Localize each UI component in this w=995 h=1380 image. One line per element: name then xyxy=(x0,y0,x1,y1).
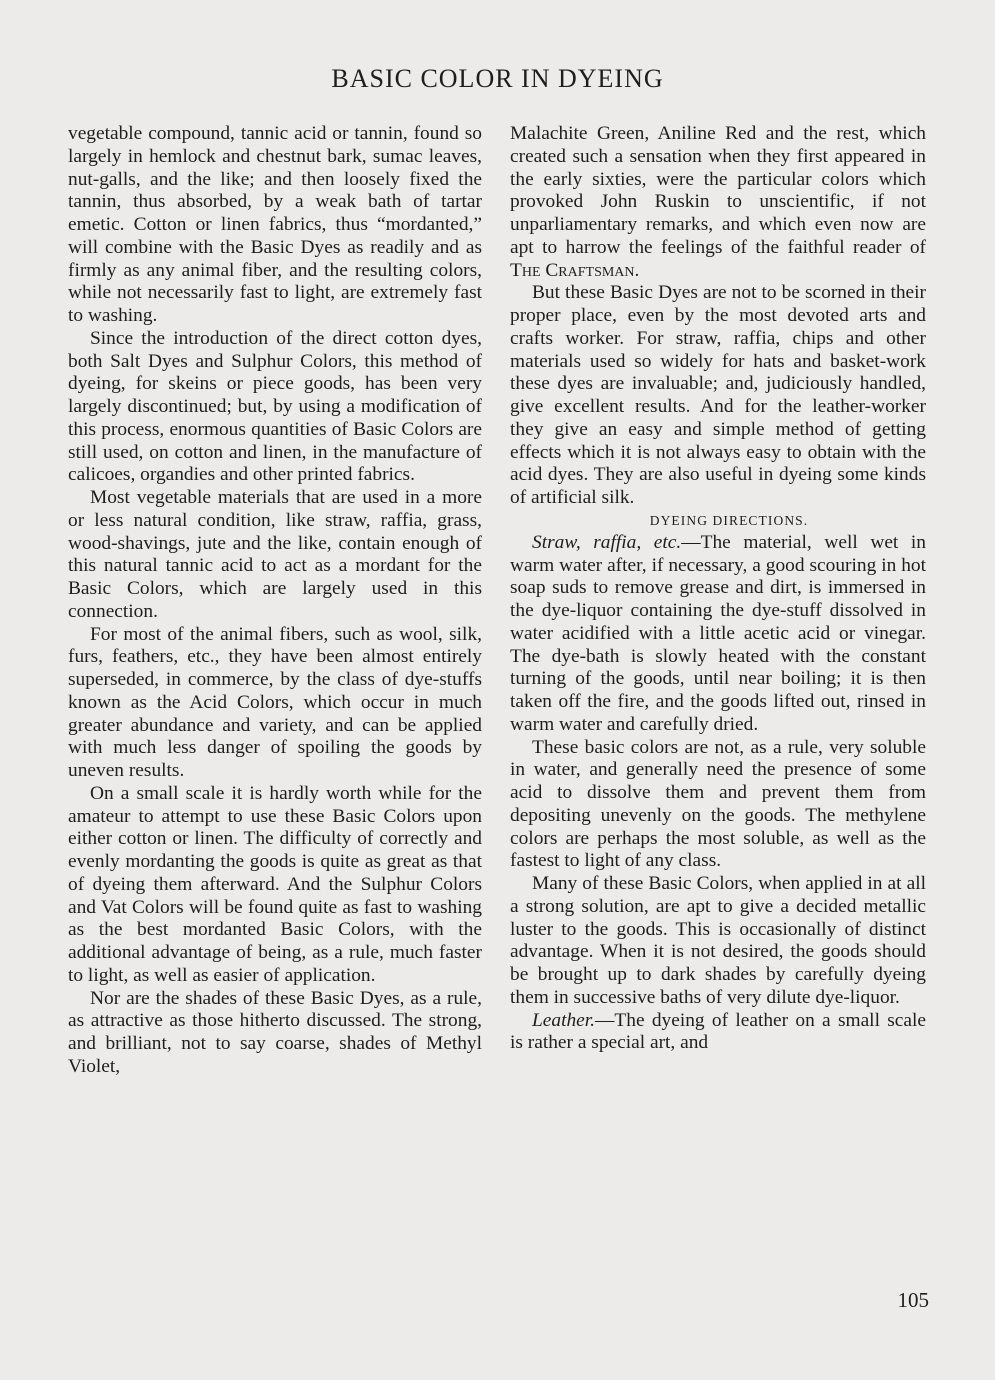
paragraph-text: —The material, well wet in warm water after, if necessary, a good scouring in hot soap suds to remove grease and dirt, is immersed in the dye-liquor containing the dye-stuff dissolved in water acidified with a little acetic acid or vinegar. The dye-bath is slowly heated with the constant turning of the goods, until near boiling; it is then taken off the fire, and the goods lifted out, rinsed in warm water and carefully dried. xyxy=(510,531,926,735)
run-in-heading: Leather. xyxy=(532,1009,596,1031)
page-number: 105 xyxy=(897,1288,929,1312)
paragraph-text: —The dyeing of leather on a small scale is rather a special art, and xyxy=(510,1009,926,1054)
paragraph xyxy=(510,532,926,737)
run-in-heading: Straw, raffia, etc. xyxy=(532,531,682,553)
paragraph: These basic colors are not, as a rule, very soluble in water, and generally need the presence of some acid to dissolve them and prevent them from depositing unevenly on the goods. The methylene colors are perhaps the most soluble, as well as the fastest to light of any class. xyxy=(510,736,926,872)
paragraph: Since the introduction of the direct cotton dyes, both Salt Dyes and Sulphur Colors, this method of dyeing, for skeins or piece goods, has been very largely discontinued; but, by using a modification of this process, enormous quantities of Basic Colors are still used, on cotton and linen, in the manufacture of calicoes, organdies and other printed fabrics. xyxy=(68,327,482,486)
paragraph: For most of the animal fibers, such as wool, silk, furs, feathers, etc., they have been almost entirely superseded, in commerce, by the class of dye-stuffs known as the Acid Colors, which occur in much greater abundance and variety, and can be applied with much less danger of spoiling the goods by uneven results. xyxy=(68,623,482,781)
paragraph: vegetable compound, tannic acid or tannin, found so largely in hemlock and chestnut bark, sumac leaves, nut-galls, and the like; and then loosely fixed the tannin, thus absorbed, by a weak bath of tartar emetic. Cotton or linen fabrics, thus “mordanted,” will combine with the Basic Dyes as readily and as firmly as any animal fiber, and the resulting colors, while not necessarily fast to light, are extremely fast to washing. xyxy=(68,123,482,326)
page-title: BASIC COLOR IN DYEING xyxy=(331,64,664,93)
paragraph xyxy=(510,1010,926,1056)
right-column xyxy=(510,123,926,1055)
magazine-name: The Craftsman xyxy=(510,259,635,281)
paragraph: Many of these Basic Colors, when applied in at all a strong solution, are apt to give a decided metallic luster to the goods. This is occasionally of distinct advantage. When it is not desired, the goods should be brought up to dark shades by carefully dyeing them in successive baths of very dilute dye-liquor. xyxy=(510,873,926,1008)
left-column xyxy=(68,123,482,1079)
paragraph-text: Malachite Green, Aniline Red and the rest, which created such a sensation when they first appeared in the early sixties, were the particular colors which provoked John Ruskin to unscientific, if not unparliamentary remarks, and which even now are apt to harrow the feelings of the faithful reader of xyxy=(510,123,926,258)
paragraph: But these Basic Dyes are not to be scorned in their proper place, even by the most devoted arts and crafts worker. For straw, raffia, chips and other materials used so widely for hats and basket-work these dyes are invaluable; and, judiciously handled, give excellent results. And for the leather-worker they give an easy and simple method of getting effects which it is not always easy to obtain with the acid dyes. They are also useful in dyeing some kinds of artificial silk. xyxy=(510,282,926,508)
paragraph: Nor are the shades of these Basic Dyes, as a rule, as attractive as those hitherto discussed. The strong, and brilliant, not to say coarse, shades of Methyl Violet, xyxy=(68,987,482,1077)
paragraph: Most vegetable materials that are used in a more or less natural condition, like straw, raffia, grass, wood-shavings, jute and the like, contain enough of this natural tannic acid to act as a mordant for the Basic Colors, which are largely used in this connection. xyxy=(68,487,482,622)
paragraph xyxy=(510,123,926,282)
section-heading: DYEING DIRECTIONS. xyxy=(649,512,809,528)
paragraph: On a small scale it is hardly worth while for the amateur to attempt to use these Basic Colors upon either cotton or linen. The difficulty of correctly and evenly mordanting the goods is quite as great as that of dyeing them afterward. And the Sulphur Colors and Vat Colors will be found quite as fast to washing as the best mordanted Basic Colors, with the additional advantage of being, as a rule, much faster to light, as well as easier of application. xyxy=(68,782,482,986)
paragraph-end: . xyxy=(634,259,640,281)
